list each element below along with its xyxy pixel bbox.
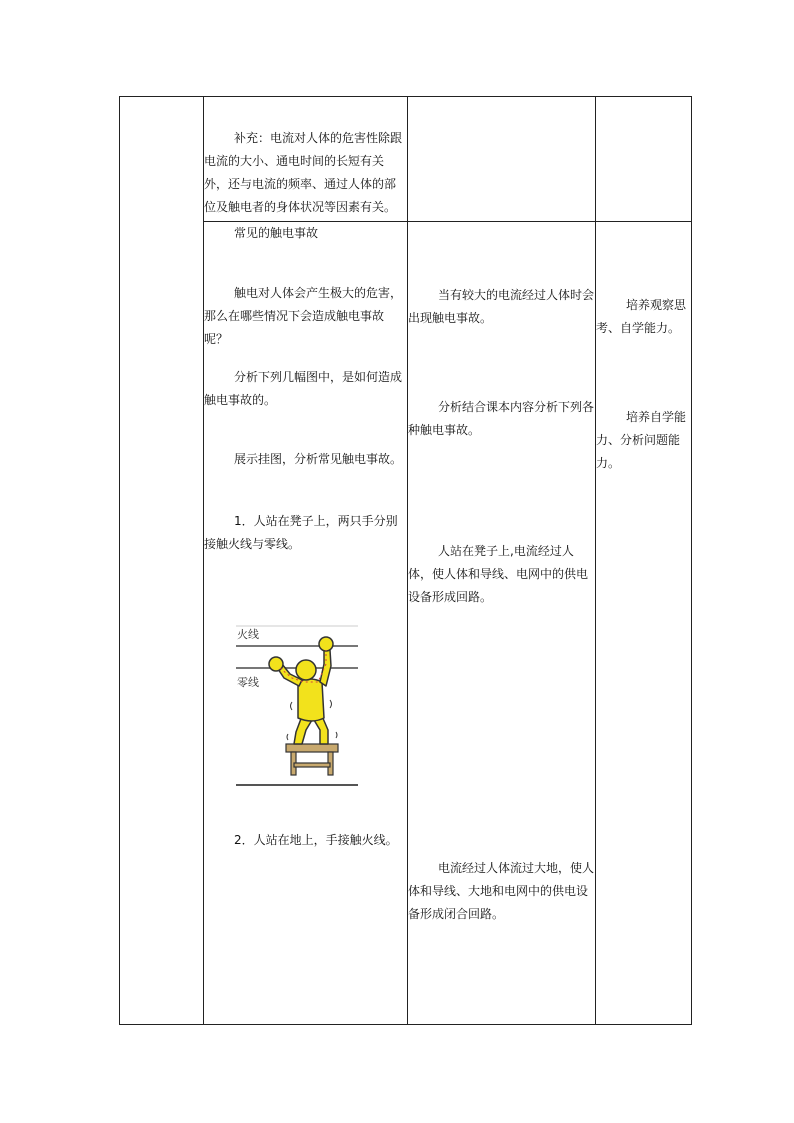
supplement-paragraph: 补充：电流对人体的危害性除跟电流的大小、通电时间的长短有关外，还与电流的频率、通过人体的部位及触电者的身体状况等因素有关。 <box>204 131 403 214</box>
goal-observation: 培养观察思考、自学能力。 <box>596 298 687 335</box>
table-right-border <box>691 96 692 1025</box>
table-top-border <box>119 96 692 97</box>
teacher-question-paragraph: 触电对人体会产生极大的危害，那么在哪些情况下会造成触电事故呢？ <box>204 286 403 346</box>
section-heading: 常见的触电事故 <box>234 226 319 240</box>
table-bottom-border <box>119 1024 692 1025</box>
stool-icon <box>286 744 338 775</box>
neutral-wire-label: 零线 <box>237 676 259 689</box>
live-wire-label: 火线 <box>237 628 259 641</box>
person-figure-icon <box>269 637 333 744</box>
goal-self-study: 培养自学能力、分析问题能力。 <box>596 410 687 470</box>
student-activity-2: 分析结合课本内容分析下列各种触电事故。 <box>408 400 595 437</box>
table-col-divider-3 <box>595 96 596 1025</box>
analysis-instruction-paragraph: 分析下列几幅图中，是如何造成触电事故的。 <box>204 370 403 407</box>
student-answer-4: 电流经过人体流过大地，使人体和导线、大地和电网中的供电设备形成闭合回路。 <box>408 861 595 921</box>
student-answer-3: 人站在凳子上,电流经过人体，使人体和导线、电网中的供电设备形成回路。 <box>408 544 589 604</box>
case-1-paragraph: 1．人站在凳子上，两只手分别接触火线与零线。 <box>204 514 398 551</box>
student-answer-1: 当有较大的电流经过人体时会出现触电事故。 <box>408 288 595 325</box>
show-chart-paragraph: 展示挂图，分析常见触电事故。 <box>234 452 403 466</box>
case-2-paragraph: 2．人站在地上，手接触火线。 <box>234 833 398 847</box>
electric-shock-illustration <box>236 624 360 790</box>
table-left-border <box>119 96 120 1025</box>
